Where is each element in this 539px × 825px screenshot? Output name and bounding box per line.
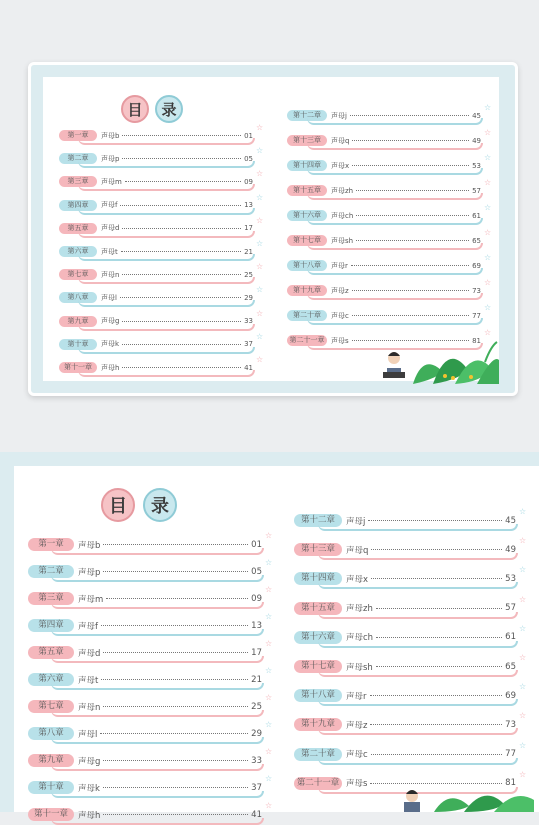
- chapter-badge: 第四章: [28, 619, 74, 632]
- chapter-badge: 第一章: [28, 538, 74, 551]
- chapter-badge: 第十九章: [287, 285, 327, 296]
- star-icon: ☆: [256, 123, 264, 132]
- dot-leader: [356, 240, 469, 241]
- page-number: 81: [505, 778, 516, 789]
- chapter-badge: 第八章: [28, 727, 74, 740]
- entry-underline: [318, 612, 518, 619]
- entry-underline: [78, 300, 255, 307]
- entry-underline: [307, 243, 483, 250]
- dot-leader: [122, 135, 241, 136]
- page-number: 65: [505, 661, 516, 672]
- entry-underline: [307, 168, 483, 175]
- chapter-badge: 第九章: [28, 754, 74, 767]
- star-icon: ☆: [519, 711, 527, 721]
- entry-underline: [51, 683, 264, 690]
- page-number: 13: [251, 620, 262, 631]
- chapter-badge: 第一章: [59, 130, 97, 141]
- chapter-label: 声母z: [331, 286, 349, 295]
- dot-leader: [356, 190, 469, 191]
- star-icon: ☆: [484, 203, 492, 212]
- chapter-badge: 第十二章: [294, 514, 342, 527]
- page-number: 05: [251, 566, 262, 577]
- chapter-badge: 第六章: [59, 246, 97, 257]
- entry-underline: [78, 254, 255, 261]
- chapter-badge: 第十六章: [294, 631, 342, 644]
- page-number: 37: [244, 340, 253, 349]
- page-number: 41: [251, 809, 262, 820]
- chapter-label: 声母j: [346, 516, 366, 527]
- chapter-label: 声母s: [331, 336, 349, 345]
- dot-leader: [376, 608, 502, 609]
- chapter-label: 声母z: [346, 720, 368, 731]
- chapter-badge: 第三章: [59, 176, 97, 187]
- chapter-badge: 第七章: [59, 269, 97, 280]
- star-icon: ☆: [484, 228, 492, 237]
- dot-leader: [352, 290, 469, 291]
- chapter-label: 声母b: [78, 540, 101, 551]
- chapter-label: 声母k: [101, 340, 120, 349]
- chapter-badge: 第九章: [59, 316, 97, 327]
- star-icon: ☆: [256, 285, 264, 295]
- chapter-label: 声母g: [78, 756, 101, 767]
- chapter-badge: 第二章: [28, 565, 74, 578]
- star-icon: ☆: [519, 769, 527, 779]
- chapter-badge: 第十章: [59, 339, 97, 350]
- toc-card-detail: [0, 452, 539, 821]
- chapter-label: 声母b: [101, 131, 120, 140]
- dot-leader: [350, 115, 469, 116]
- star-icon: ☆: [265, 558, 273, 567]
- dot-leader: [352, 140, 469, 141]
- dot-leader: [103, 760, 248, 761]
- dot-leader: [103, 706, 248, 707]
- chapter-badge: 第二十一章: [294, 777, 342, 790]
- page-number: 53: [472, 161, 481, 170]
- page-number: 09: [244, 177, 253, 186]
- star-icon: ☆: [265, 693, 273, 702]
- entry-underline: [78, 208, 255, 215]
- dot-leader: [376, 666, 502, 667]
- chapter-label: 声母h: [101, 363, 120, 372]
- chapter-badge: 第十五章: [294, 602, 342, 615]
- entry-underline: [51, 575, 264, 582]
- star-icon: ☆: [265, 612, 273, 621]
- dot-leader: [122, 228, 241, 229]
- chapter-label: 声母m: [101, 177, 122, 186]
- page-number: 17: [251, 647, 262, 658]
- entry-underline: [51, 548, 264, 555]
- chapter-badge: 第十四章: [287, 160, 327, 171]
- chapter-label: 声母q: [331, 136, 350, 145]
- star-icon: ☆: [256, 355, 264, 364]
- page-number: 29: [251, 728, 262, 739]
- chapter-badge: 第十三章: [287, 135, 327, 146]
- chapter-label: 声母m: [78, 594, 104, 605]
- chapter-badge: 第十八章: [294, 689, 342, 702]
- entry-underline: [307, 268, 483, 275]
- dot-leader: [351, 265, 469, 266]
- entry-underline: [318, 728, 518, 735]
- entry-underline: [307, 143, 483, 150]
- entry-underline: [51, 737, 264, 744]
- title-char-lu: 录: [155, 95, 183, 123]
- star-icon: ☆: [484, 103, 492, 112]
- star-icon: ☆: [265, 720, 273, 729]
- chapter-label: 声母r: [331, 261, 348, 270]
- page-number: 21: [251, 674, 262, 685]
- star-icon: ☆: [519, 682, 527, 692]
- star-icon: ☆: [484, 153, 492, 162]
- chapter-label: 声母d: [101, 224, 120, 233]
- chapter-badge: 第八章: [59, 292, 97, 303]
- star-icon: ☆: [256, 192, 264, 202]
- page-number: 57: [505, 603, 516, 614]
- chapter-label: 声母d: [78, 648, 101, 659]
- chapter-badge: 第十八章: [287, 260, 327, 271]
- dot-leader: [122, 344, 241, 345]
- dot-leader: [120, 297, 241, 298]
- chapter-badge: 第二十章: [287, 310, 327, 321]
- entry-underline: [318, 553, 518, 560]
- star-icon: ☆: [256, 169, 264, 179]
- chapter-label: 声母k: [78, 783, 100, 794]
- dot-leader: [122, 274, 241, 275]
- dot-leader: [100, 733, 248, 734]
- dot-leader: [121, 251, 241, 252]
- dot-leader: [103, 571, 248, 572]
- chapter-badge: 第五章: [28, 646, 74, 659]
- chapter-label: 声母x: [331, 161, 350, 170]
- page-number: 73: [472, 286, 481, 295]
- star-icon: ☆: [484, 328, 492, 337]
- page-number: 41: [244, 363, 253, 372]
- entry-underline: [78, 370, 255, 377]
- page-number: 01: [244, 131, 253, 140]
- star-icon: ☆: [519, 536, 527, 546]
- entry-underline: [51, 629, 264, 636]
- entry-underline: [318, 670, 518, 677]
- chapter-badge: 第二十章: [294, 748, 342, 761]
- page-number: 61: [472, 211, 481, 220]
- entry-underline: [78, 161, 255, 168]
- chapter-badge: 第十二章: [287, 110, 327, 121]
- chapter-badge: 第十四章: [294, 572, 342, 585]
- entry-underline: [78, 347, 255, 354]
- star-icon: ☆: [256, 308, 264, 318]
- dot-leader: [106, 598, 248, 599]
- page-number: 65: [472, 236, 481, 245]
- page-number: 57: [472, 186, 481, 195]
- entry-underline: [318, 758, 518, 765]
- star-icon: ☆: [484, 278, 492, 287]
- chapter-label: 声母q: [346, 545, 369, 556]
- chapter-badge: 第十五章: [287, 185, 327, 196]
- star-icon: ☆: [256, 215, 264, 225]
- page-number: 33: [251, 755, 262, 766]
- dot-leader: [352, 165, 469, 166]
- entry-underline: [318, 582, 518, 589]
- chapter-badge: 第十一章: [28, 808, 74, 821]
- star-icon: ☆: [265, 774, 273, 783]
- chapter-badge: 第十三章: [294, 543, 342, 556]
- dot-leader: [356, 215, 469, 216]
- page-number: 09: [251, 593, 262, 604]
- dot-leader: [125, 181, 241, 182]
- title-char-lu: 录: [143, 488, 177, 522]
- chapter-badge: 第十七章: [294, 660, 342, 673]
- entry-underline: [51, 602, 264, 609]
- page-number: 45: [472, 111, 481, 120]
- chapter-label: 声母sh: [346, 662, 373, 673]
- page-number: 77: [505, 749, 516, 760]
- chapter-badge: 第二章: [59, 153, 97, 164]
- entry-underline: [78, 324, 255, 331]
- dot-leader: [103, 787, 248, 788]
- chapter-badge: 第十九章: [294, 718, 342, 731]
- chapter-badge: 第十七章: [287, 235, 327, 246]
- chapter-label: 声母f: [101, 201, 118, 210]
- entry-underline: [307, 218, 483, 225]
- dot-leader: [101, 679, 248, 680]
- dot-leader: [103, 544, 248, 545]
- page-number: 53: [505, 573, 516, 584]
- entry-underline: [51, 656, 264, 663]
- title-char-mu: 目: [121, 95, 149, 123]
- star-icon: ☆: [519, 507, 527, 516]
- toc-title: [121, 95, 183, 123]
- chapter-label: 声母n: [101, 270, 120, 279]
- entry-underline: [307, 293, 483, 300]
- star-icon: ☆: [265, 585, 273, 594]
- toc-page: [43, 77, 499, 381]
- entry-underline: [318, 524, 518, 531]
- page-number: 37: [251, 782, 262, 793]
- title-char-mu: 目: [101, 488, 135, 522]
- star-icon: ☆: [484, 303, 492, 312]
- chapter-label: 声母x: [346, 574, 369, 585]
- chapter-label: 声母p: [78, 567, 101, 578]
- entry-underline: [51, 818, 264, 825]
- dot-leader: [371, 549, 502, 550]
- chapter-label: 声母r: [346, 691, 367, 702]
- dot-leader: [120, 205, 241, 206]
- dot-leader: [122, 367, 241, 368]
- page-number: 81: [472, 336, 481, 345]
- dot-leader: [371, 578, 502, 579]
- star-icon: ☆: [519, 653, 527, 662]
- dot-leader: [352, 340, 469, 341]
- page-number: 29: [244, 293, 253, 302]
- dot-leader: [370, 724, 502, 725]
- entry-underline: [51, 791, 264, 798]
- chapter-label: 声母g: [101, 317, 120, 326]
- chapter-label: 声母zh: [331, 186, 354, 195]
- dot-leader: [103, 814, 248, 815]
- star-icon: ☆: [256, 331, 264, 341]
- star-icon: ☆: [519, 740, 527, 750]
- page-number: 13: [244, 201, 253, 210]
- chapter-label: 声母s: [346, 779, 368, 790]
- page-number: 01: [251, 539, 262, 550]
- chapter-label: 声母t: [101, 247, 118, 256]
- boy-reading-plants-illustration: [394, 784, 539, 812]
- chapter-badge: 第十章: [28, 781, 74, 794]
- dot-leader: [368, 520, 502, 521]
- chapter-badge: 第三章: [28, 592, 74, 605]
- dot-leader: [352, 315, 469, 316]
- entry-underline: [78, 184, 255, 191]
- chapter-badge: 第二十一章: [287, 335, 327, 346]
- dot-leader: [101, 625, 248, 626]
- entry-underline: [318, 641, 518, 648]
- star-icon: ☆: [265, 747, 273, 756]
- page-number: 25: [244, 270, 253, 279]
- toc-title-large: [101, 488, 177, 522]
- page-number: 73: [505, 719, 516, 730]
- chapter-label: 声母ch: [331, 211, 354, 220]
- star-icon: ☆: [519, 565, 527, 575]
- star-icon: ☆: [265, 531, 273, 540]
- page-number: 33: [244, 317, 253, 326]
- chapter-label: 声母n: [78, 702, 101, 713]
- toc-page-large: [14, 466, 539, 821]
- chapter-badge: 第七章: [28, 700, 74, 713]
- chapter-badge: 第五章: [59, 223, 97, 234]
- chapter-label: 声母zh: [346, 604, 373, 615]
- dot-leader: [371, 754, 502, 755]
- entry-underline: [78, 277, 255, 284]
- star-icon: ☆: [519, 623, 527, 633]
- star-icon: ☆: [256, 239, 264, 248]
- page-number: 45: [505, 515, 516, 526]
- page-number: 21: [244, 247, 253, 256]
- star-icon: ☆: [519, 594, 527, 604]
- chapter-badge: 第六章: [28, 673, 74, 686]
- dot-leader: [103, 652, 248, 653]
- star-icon: ☆: [265, 666, 273, 675]
- dot-leader: [122, 158, 241, 159]
- star-icon: ☆: [265, 639, 273, 648]
- star-icon: ☆: [256, 262, 264, 272]
- page-number: 77: [472, 311, 481, 320]
- chapter-label: 声母c: [346, 750, 368, 761]
- star-icon: ☆: [265, 801, 273, 810]
- chapter-label: 声母t: [78, 675, 99, 686]
- dot-leader: [370, 695, 503, 696]
- page-number: 17: [244, 224, 253, 233]
- chapter-label: 声母f: [78, 621, 98, 632]
- entry-underline: [307, 193, 483, 200]
- chapter-label: 声母h: [78, 810, 101, 821]
- chapter-label: 声母sh: [331, 236, 354, 245]
- chapter-label: 声母l: [101, 293, 117, 302]
- chapter-label: 声母l: [78, 729, 98, 740]
- chapter-badge: 第四章: [59, 200, 97, 211]
- entry-underline: [78, 231, 255, 238]
- page-number: 25: [251, 701, 262, 712]
- chapter-label: 声母ch: [346, 633, 374, 644]
- chapter-badge: 第十六章: [287, 210, 327, 221]
- page-number: 69: [505, 690, 516, 701]
- chapter-label: 声母c: [331, 311, 349, 320]
- page-number: 69: [472, 261, 481, 270]
- star-icon: ☆: [484, 178, 492, 187]
- entry-underline: [51, 710, 264, 717]
- star-icon: ☆: [484, 253, 492, 262]
- star-icon: ☆: [256, 146, 264, 156]
- chapter-label: 声母j: [331, 111, 347, 120]
- entry-underline: [318, 699, 518, 706]
- dot-leader: [122, 321, 241, 322]
- toc-card-preview: [28, 62, 518, 396]
- entry-underline: [307, 118, 483, 125]
- chapter-label: 声母p: [101, 154, 120, 163]
- page-number: 61: [505, 632, 516, 643]
- entry-underline: [78, 138, 255, 145]
- star-icon: ☆: [484, 128, 492, 137]
- entry-underline: [51, 764, 264, 771]
- page-number: 49: [472, 136, 481, 145]
- dot-leader: [376, 637, 502, 638]
- page-number: 05: [244, 154, 253, 163]
- entry-underline: [307, 318, 483, 325]
- boy-reading-plants-illustration: [373, 342, 499, 384]
- page-number: 49: [505, 544, 516, 555]
- chapter-badge: 第十一章: [59, 362, 97, 373]
